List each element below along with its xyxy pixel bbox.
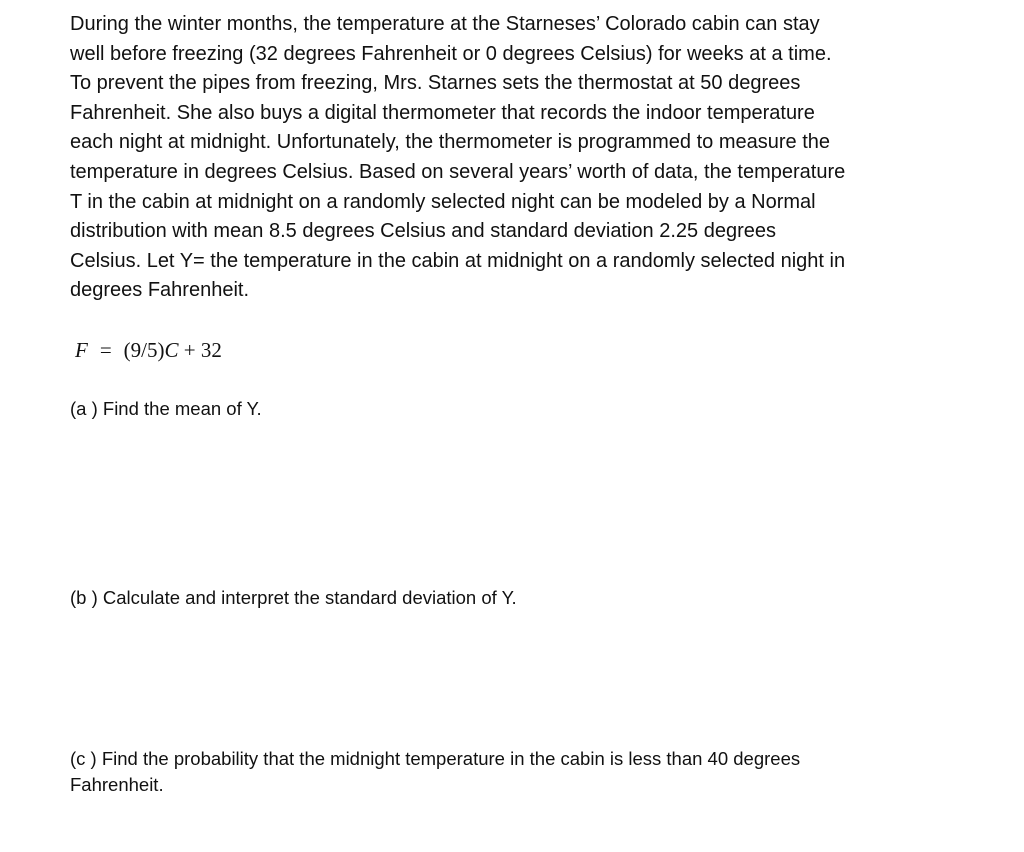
problem-line: each night at midnight. Unfortunately, the thermometer is programmed to measure the: [70, 131, 831, 154]
formula-lhs: F: [75, 338, 88, 362]
problem-line: temperature in degrees Celsius. Based on several years’ worth of data, the temperature: [70, 160, 846, 183]
problem-line: To prevent the pipes from freezing, Mrs. Starnes sets the thermostat at 50 degrees: [70, 72, 801, 95]
problem-line: degrees Fahrenheit.: [70, 279, 250, 302]
problem-statement: [70, 10, 950, 306]
question-b-text: (b ) Calculate and interpret the standard deviation of Y.: [70, 587, 517, 608]
problem-line: During the winter months, the temperature at the Starneses’ Colorado cabin can stay: [70, 13, 820, 35]
problem-line: Celsius. Let Y= the temperature in the cabin at midnight on a randomly selected night in: [70, 249, 846, 272]
problem-line: Fahrenheit. She also buys a digital thermometer that records the indoor temperature: [70, 101, 815, 124]
formula-equals: =: [99, 338, 112, 362]
question-a: [70, 396, 262, 422]
formula-variable: C: [164, 338, 179, 362]
question-c-line: Fahrenheit.: [70, 774, 164, 795]
question-c: [70, 746, 800, 798]
problem-line: distribution with mean 8.5 degrees Celsius and standard deviation 2.25 degrees: [70, 220, 776, 243]
problem-line: T in the cabin at midnight on a randomly selected night can be modeled by a Normal: [70, 190, 816, 213]
formula-coefficient: (9/5): [123, 338, 165, 362]
problem-line: well before freezing (32 degrees Fahrenheit or 0 degrees Celsius) for weeks at a time.: [70, 42, 832, 65]
conversion-formula: [75, 338, 222, 363]
question-c-line: (c ) Find the probability that the midnight temperature in the cabin is less than 40 degrees: [70, 748, 801, 769]
question-a-text: (a ) Find the mean of Y.: [70, 398, 262, 419]
formula-constant: + 32: [178, 338, 222, 362]
question-b: [70, 585, 517, 611]
